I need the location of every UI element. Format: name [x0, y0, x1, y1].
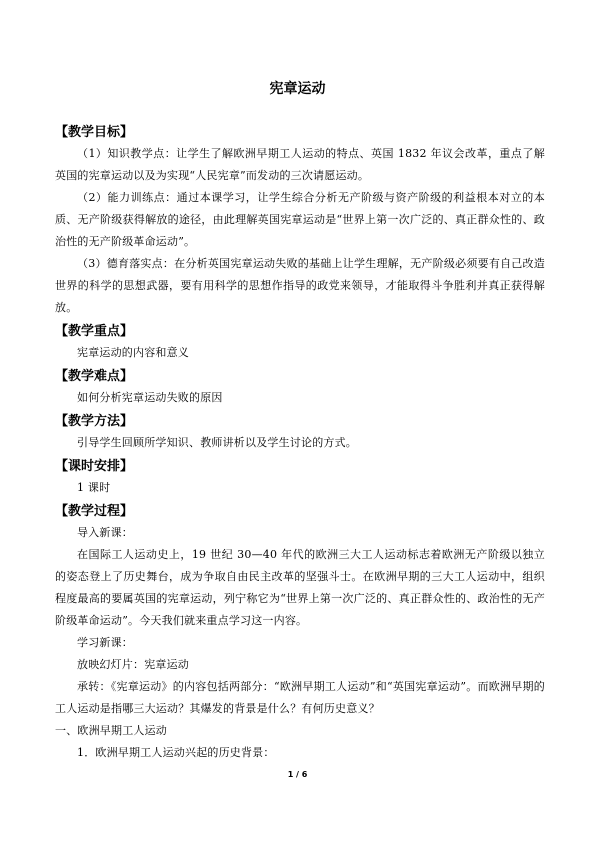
difficulty-text: 如何分析宪章运动失败的原因: [77, 391, 223, 404]
process-item1: 1．欧洲早期工人运动兴起的历史背景：: [77, 746, 275, 759]
goals-paragraph-3: （3）德育落实点：在分析英国宪章运动失败的基础上让学生理解，无产阶级必须要有自己改造世界的科学的思想武器，要有用科学的思想作指导的政党来领导，才能取得斗争胜利并真正获得解放。: [55, 257, 545, 314]
heading-key-points: 【教学重点】: [55, 324, 134, 339]
goals-paragraph-2: （2）能力训练点：通过本课学习，让学生综合分析无产阶级与资产阶级的利益根本对立的本质、无产阶级获得解放的途径，由此理解英国宪章运动是“世界上第一次广泛的、真正群众性的、政治性的无产阶级革命运动”。: [55, 191, 545, 248]
document-body: [55, 120, 545, 764]
heading-schedule: 【课时安排】: [55, 459, 134, 474]
process-slide: 放映幻灯片：宪章运动: [77, 658, 189, 671]
goals-paragraph-1: （1）知识教学点：让学生了解欧洲早期工人运动的特点、英国 1832 年议会改革，重点了解英国的宪章运动以及为实现“人民宪章”而发动的三次请愿运动。: [55, 147, 545, 182]
process-part1: 一、欧洲早期工人运动: [55, 724, 167, 737]
page-title: 宪章运动: [269, 81, 326, 97]
process-intro-label: 导入新课：: [77, 526, 133, 539]
process-intro-text: 在国际工人运动史上，19 世纪 30—40 年代的欧洲三大工人运动标志着欧洲无产阶级以独立的姿态登上了历史舞台，成为争取自由民主改革的坚强斗士。在欧洲早期的三大工人运动中，组织程度最高的要属英国的宪章运动，列宁称它为“世界上第一次广泛的、真正群众性的、政治性的无产阶级革命运动”。今天我们就来重点学习这一内容。: [55, 548, 545, 627]
page-number: 1 / 6: [287, 770, 308, 779]
heading-goals: 【教学目标】: [55, 125, 134, 140]
heading-method: 【教学方法】: [55, 414, 134, 429]
schedule-text: 1 课时: [77, 481, 111, 494]
heading-difficulty: 【教学难点】: [55, 369, 134, 384]
key-points-text: 宪章运动的内容和意义: [77, 346, 189, 359]
process-new-label: 学习新课：: [77, 636, 133, 649]
method-text: 引导学生回顾所学知识、教师讲析以及学生讨论的方式。: [77, 436, 357, 449]
heading-process: 【教学过程】: [55, 504, 134, 519]
process-transition: 承转：《宪章运动》的内容包括两部分：“欧洲早期工人运动”和“英国宪章运动”。而欧洲早期的工人运动是指哪三大运动？其爆发的背景是什么？有何历史意义？: [55, 680, 545, 715]
